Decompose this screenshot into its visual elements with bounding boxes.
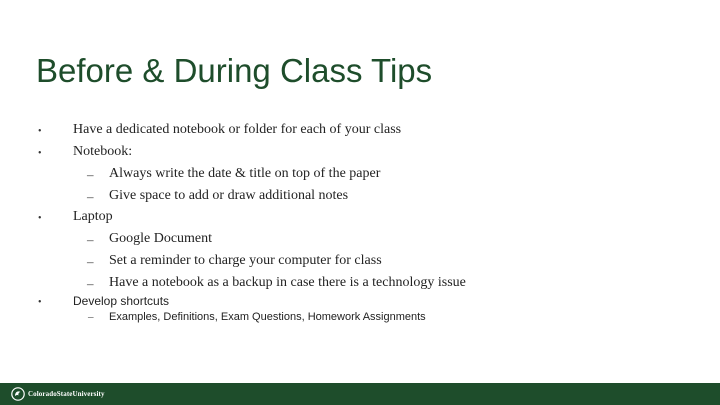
dash-icon: – (87, 254, 94, 269)
bullet-text: Have a dedicated notebook or folder for each of your class (73, 122, 402, 137)
sub-bullet-text: Examples, Definitions, Exam Questions, Homework Assignments (109, 311, 426, 323)
sub-bullet-text: Give space to add or draw additional notes (109, 188, 349, 203)
footer-bar (0, 383, 720, 405)
bullet-text: Laptop (73, 209, 113, 224)
bullet-icon: • (38, 213, 42, 224)
sub-bullet-text: Always write the date & title on top of the paper (109, 166, 381, 181)
ram-logo-icon (11, 387, 25, 401)
bullet-text: Develop shortcuts (73, 294, 170, 308)
dash-icon: – (87, 276, 94, 291)
bullet-icon: • (38, 148, 42, 159)
sub-bullet-text: Google Document (109, 231, 213, 246)
university-logo (11, 387, 105, 401)
dash-icon: – (88, 311, 94, 323)
sub-bullet-text: Set a reminder to charge your computer for class (109, 253, 382, 268)
sub-bullet-text: Have a notebook as a backup in case there is a technology issue (109, 275, 466, 290)
dash-icon: – (87, 232, 94, 247)
dash-icon: – (87, 189, 94, 204)
dash-icon: – (87, 167, 94, 182)
bullet-icon: • (38, 126, 42, 137)
bullet-text: Notebook: (73, 144, 133, 159)
slide-title: Before & During Class Tips (36, 52, 433, 89)
logo-text: ColoradoStateUniversity (28, 390, 105, 398)
bullet-icon: • (38, 297, 42, 308)
